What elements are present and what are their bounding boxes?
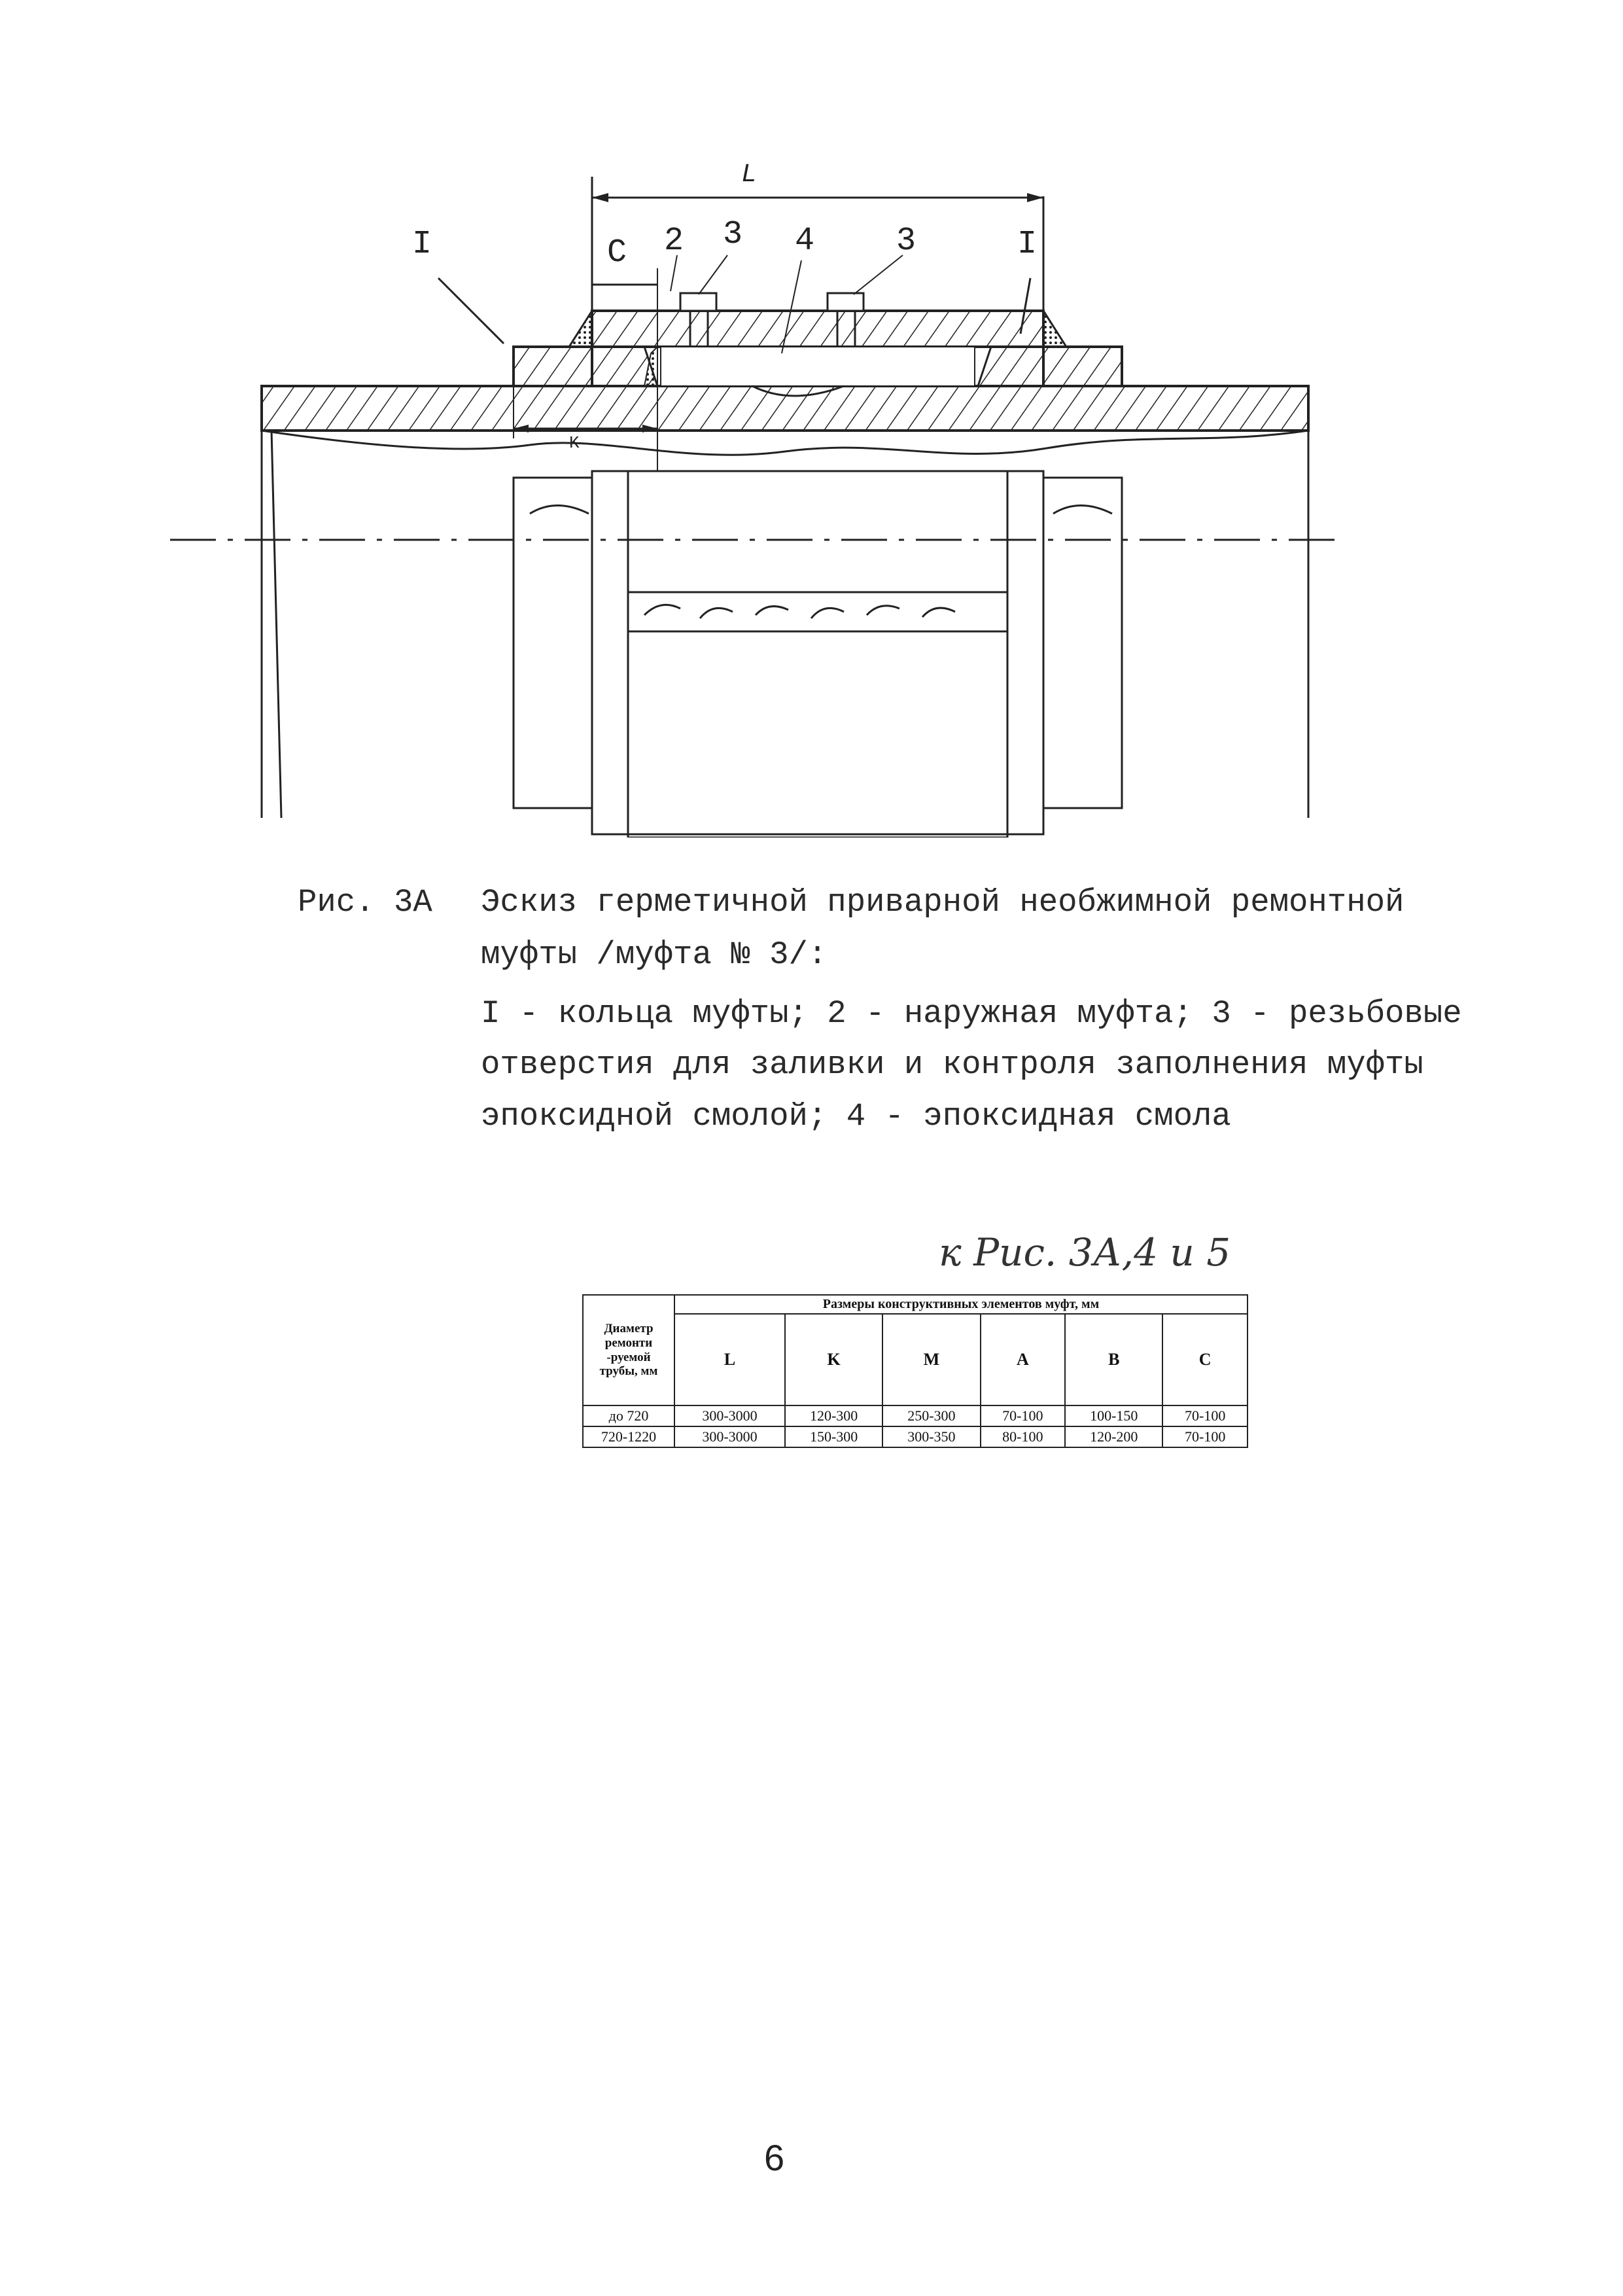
dimensions-table bbox=[582, 1294, 1248, 1448]
table-cell: 300-350 bbox=[882, 1426, 980, 1447]
table-cell: 70-100 bbox=[1162, 1405, 1248, 1426]
table-cell: до 720 bbox=[583, 1405, 674, 1426]
table-row bbox=[583, 1426, 1248, 1447]
table-cell: 100-150 bbox=[1065, 1405, 1162, 1426]
table-cell: 150-300 bbox=[785, 1426, 882, 1447]
page-number: 6 bbox=[764, 2137, 785, 2178]
callout-3-right: 3 bbox=[896, 222, 916, 260]
callout-4: 4 bbox=[795, 222, 815, 260]
column-header: B bbox=[1065, 1314, 1162, 1405]
legend-line-1: I - кольца муфты; 2 - наружная муфта; 3 - резьбовые bbox=[481, 995, 1462, 1032]
legend-line-3: эпоксидной смолой; 4 - эпоксидная смола bbox=[481, 1097, 1231, 1135]
callout-ring-left: I bbox=[412, 226, 432, 263]
table-cell: 720-1220 bbox=[583, 1426, 674, 1447]
column-header: C bbox=[1162, 1314, 1248, 1405]
pipe-wall bbox=[262, 386, 1308, 431]
column-header: A bbox=[981, 1314, 1066, 1405]
figure-legend bbox=[481, 988, 1462, 1142]
dimension-l-label: L bbox=[741, 160, 758, 190]
table-column-row bbox=[583, 1314, 1248, 1405]
table-cell: 80-100 bbox=[981, 1426, 1066, 1447]
legend-line-2: отверстия для заливки и контроля заполнения муфты bbox=[481, 1046, 1423, 1084]
table-cell: 300-3000 bbox=[674, 1426, 785, 1447]
table-cell: 70-100 bbox=[1162, 1426, 1248, 1447]
table-cell: 250-300 bbox=[882, 1405, 980, 1426]
column-header: L bbox=[674, 1314, 785, 1405]
figure-title-line-2: муфты /муфта № 3/: bbox=[481, 936, 828, 973]
table-cell: 120-200 bbox=[1065, 1426, 1162, 1447]
table-header-row bbox=[583, 1295, 1248, 1314]
diameter-header: Диаметр ремонти -руемой трубы, мм bbox=[583, 1295, 674, 1405]
table-cell: 300-3000 bbox=[674, 1405, 785, 1426]
sleeve-drawing bbox=[164, 157, 1354, 838]
table-cell: 120-300 bbox=[785, 1405, 882, 1426]
callout-ring-right: I bbox=[1017, 226, 1038, 263]
ring-left bbox=[514, 347, 592, 386]
figure-label: Рис. 3А bbox=[298, 884, 432, 921]
callout-3-left: 3 bbox=[723, 216, 743, 253]
handwritten-note: к Рис. 3А,4 и 5 bbox=[939, 1230, 1231, 1275]
group-header: Размеры конструктивных элементов муфт, мм bbox=[674, 1295, 1248, 1314]
column-header: M bbox=[882, 1314, 980, 1405]
dimension-k-label: K bbox=[569, 433, 580, 453]
dimension-c-label: C bbox=[607, 234, 627, 272]
ring-right bbox=[1043, 347, 1122, 386]
figure-title-line-1: Эскиз герметичной приварной необжимной ремонтной bbox=[481, 884, 1405, 921]
callout-2: 2 bbox=[664, 222, 684, 260]
table-cell: 70-100 bbox=[981, 1405, 1066, 1426]
outer-sleeve bbox=[592, 311, 1043, 347]
table-row bbox=[583, 1405, 1248, 1426]
column-header: K bbox=[785, 1314, 882, 1405]
